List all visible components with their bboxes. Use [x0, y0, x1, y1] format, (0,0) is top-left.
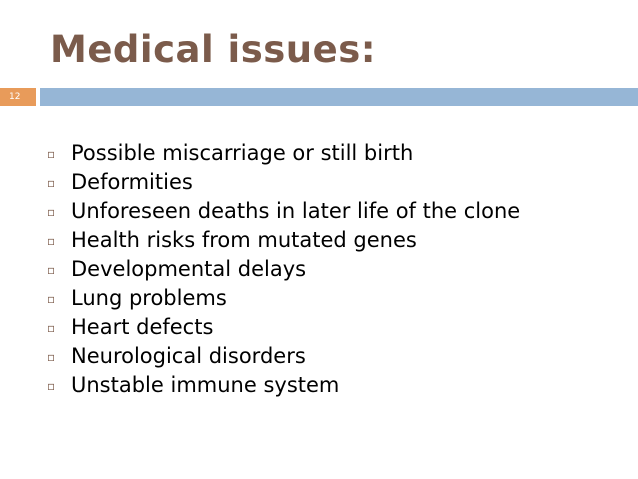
bullet-text: Unstable immune system	[71, 373, 340, 397]
bullet-text: Unforeseen deaths in later life of the clone	[71, 199, 521, 223]
bullet-text: Deformities	[71, 170, 193, 194]
bullet-icon: ▫	[47, 350, 56, 364]
bullet-icon: ▫	[47, 234, 56, 248]
bullet-text: Possible miscarriage or still birth	[71, 141, 414, 165]
list-item	[45, 226, 520, 255]
bullet-icon: ▫	[47, 379, 56, 393]
bullet-icon: ▫	[47, 292, 56, 306]
slide-number: 12	[0, 88, 36, 106]
bullet-text: Lung problems	[71, 286, 227, 310]
bullet-icon: ▫	[47, 176, 56, 190]
bullet-text: Developmental delays	[71, 257, 307, 281]
bullet-icon: ▫	[47, 205, 56, 219]
list-item	[45, 168, 520, 197]
bullet-text: Heart defects	[71, 315, 214, 339]
slide-title: Medical issues:	[50, 28, 377, 71]
bullet-text: Neurological disorders	[71, 344, 306, 368]
list-item	[45, 284, 520, 313]
bullet-icon: ▫	[47, 263, 56, 277]
list-item	[45, 342, 520, 371]
bullet-list	[45, 139, 520, 400]
bullet-icon: ▫	[47, 147, 56, 161]
bullet-icon: ▫	[47, 321, 56, 335]
bullet-text: Health risks from mutated genes	[71, 228, 417, 252]
list-item	[45, 255, 520, 284]
list-item	[45, 313, 520, 342]
list-item	[45, 139, 520, 168]
list-item	[45, 197, 520, 226]
title-accent-bar	[40, 88, 638, 106]
list-item	[45, 371, 520, 400]
